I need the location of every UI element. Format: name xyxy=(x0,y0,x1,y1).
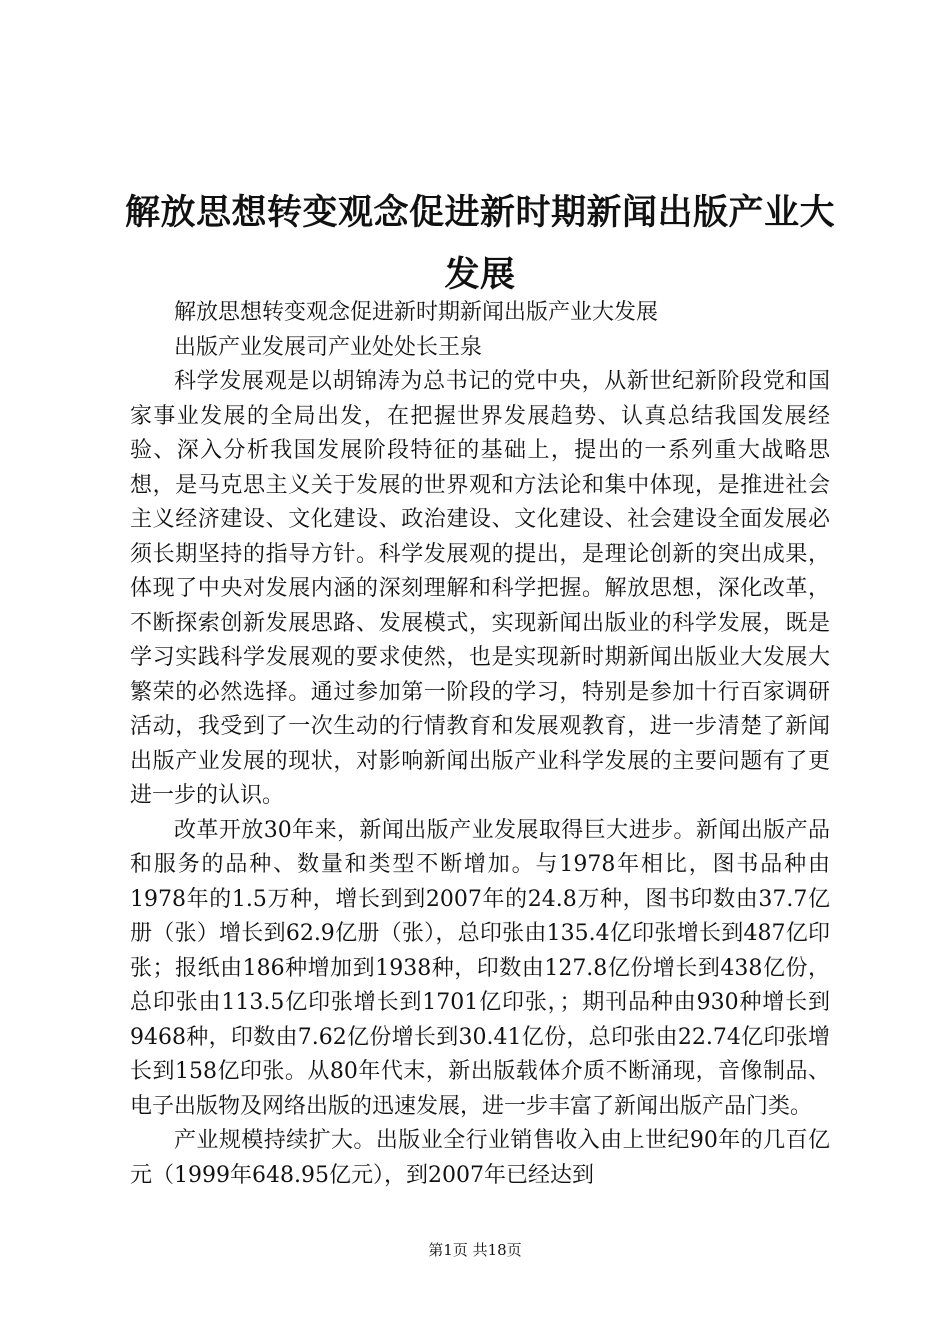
subtitle-line: 解放思想转变观念促进新时期新闻出版产业大发展 xyxy=(174,300,659,325)
body-paragraph: 产业规模持续扩大。出版业全行业销售收入由上世纪90年的几百亿元（1999年648.95亿元），到2007年已经达到 xyxy=(130,1128,830,1188)
document-body xyxy=(130,296,830,1193)
document-title: 解放思想转变观念促进新时期新闻出版产业大发展 xyxy=(124,193,835,295)
body-paragraph: 改革开放30年来，新闻出版产业发展取得巨大进步。新闻出版产品和服务的品种、数量和类型不断增加。与1978年相比，图书品种由1978年的1.5万种，增长到到2007年的24.8万种，图书印数由37.7亿册（张）增长到62.9亿册（张），总印张由135.4亿印张增长到487亿印张；报纸由186种增加到1938种，印数由127.8亿份增长到438亿份，总印张由113.5亿印张增长到1701亿印张，；期刊品种由930种增长到9468种，印数由7.62亿份增长到30.41亿份，总印张由22.74亿印张增长到158亿印张。从80年代末，新出版载体介质不断涌现，音像制品、电子出版物及网络出版的迅速发展，进一步丰富了新闻出版产品门类。 xyxy=(130,817,830,1119)
body-paragraph: 科学发展观是以胡锦涛为总书记的党中央，从新世纪新阶段党和国家事业发展的全局出发，在把握世界发展趋势、认真总结我国发展经验、深入分析我国发展阶段特征的基础上，提出的一系列重大战略思想，是马克思主义关于发展的世界观和方法论和集中体现，是推进社会主义经济建设、文化建设、政治建设、文化建设、社会建设全面发展必须长期坚持的指导方针。科学发展观的提出，是理论创新的突出成果，体现了中央对发展内涵的深刻理解和科学把握。解放思想，深化改革，不断探索创新发展思路、发展模式，实现新闻出版业的科学发展，既是学习实践科学发展观的要求使然，也是实现新时期新闻出版业大发展大繁荣的必然选择。通过参加第一阶段的学习，特别是参加十行百家调研活动，我受到了一次生动的行情教育和发展观教育，进一步清楚了新闻出版产业发展的现状，对影响新闻出版产业科学发展的主要问题有了更进一步的认识。 xyxy=(130,369,830,808)
page-footer: 第1页 共18页 xyxy=(428,1241,522,1259)
author-line: 出版产业发展司产业处处长王泉 xyxy=(174,334,483,360)
